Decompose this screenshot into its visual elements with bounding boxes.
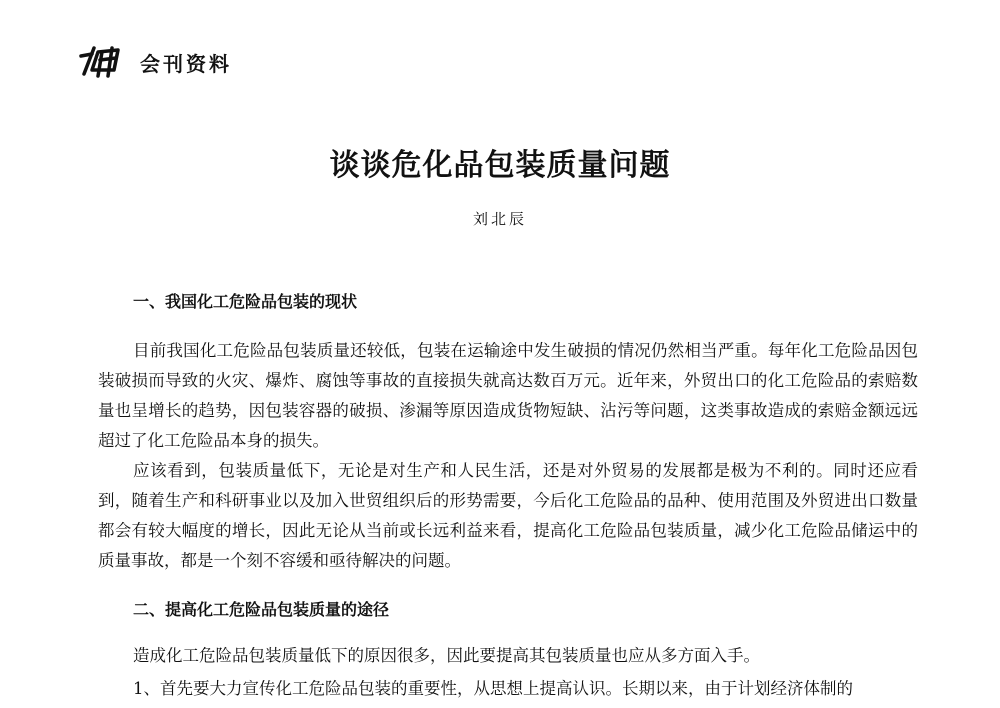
section-heading: 二、提高化工危险品包装质量的途径: [133, 600, 390, 619]
paragraph: 目前我国化工危险品包装质量还较低，包装在运输途中发生破损的情况仍然相当严重。每年化工危险品因包装破损而导致的火灾、爆炸、腐蚀等事故的直接损失就高达数百万元。近年来，外贸出口的化工危险品的索赔数量也呈增长的趋势，因包装容器的破损、渗漏等原因造成货物短缺、沾污等问题，这类事故造成的索赔金额远远超过了化工危险品本身的损失。: [98, 341, 918, 450]
section-heading: 一、我国化工危险品包装的现状: [133, 292, 358, 311]
page-header: [78, 44, 232, 80]
paragraph: 1、首先要大力宣传化工危险品包装的重要性，从思想上提高认识。长期以来，由于计划经济体制的: [133, 679, 853, 698]
journal-logo-icon: [78, 44, 126, 80]
article-author: 刘北辰: [472, 210, 527, 228]
paragraph: 造成化工危险品包装质量低下的原因很多，因此要提高其包装质量也应从多方面入手。: [133, 646, 760, 665]
journal-name: 会刊资料: [140, 51, 232, 76]
article-title: 谈谈危化品包装质量问题: [329, 148, 671, 183]
paragraph: 应该看到，包装质量低下，无论是对生产和人民生活，还是对外贸易的发展都是极为不利的。同时还应看到，随着生产和科研事业以及加入世贸组织后的形势需要，今后化工危险品的品种、使用范围及外贸进出口数量都会有较大幅度的增长，因此无论从当前或长远利益来看，提高化工危险品包装质量，减少化工危险品储运中的质量事故，都是一个刻不容缓和亟待解决的问题。: [98, 461, 918, 570]
